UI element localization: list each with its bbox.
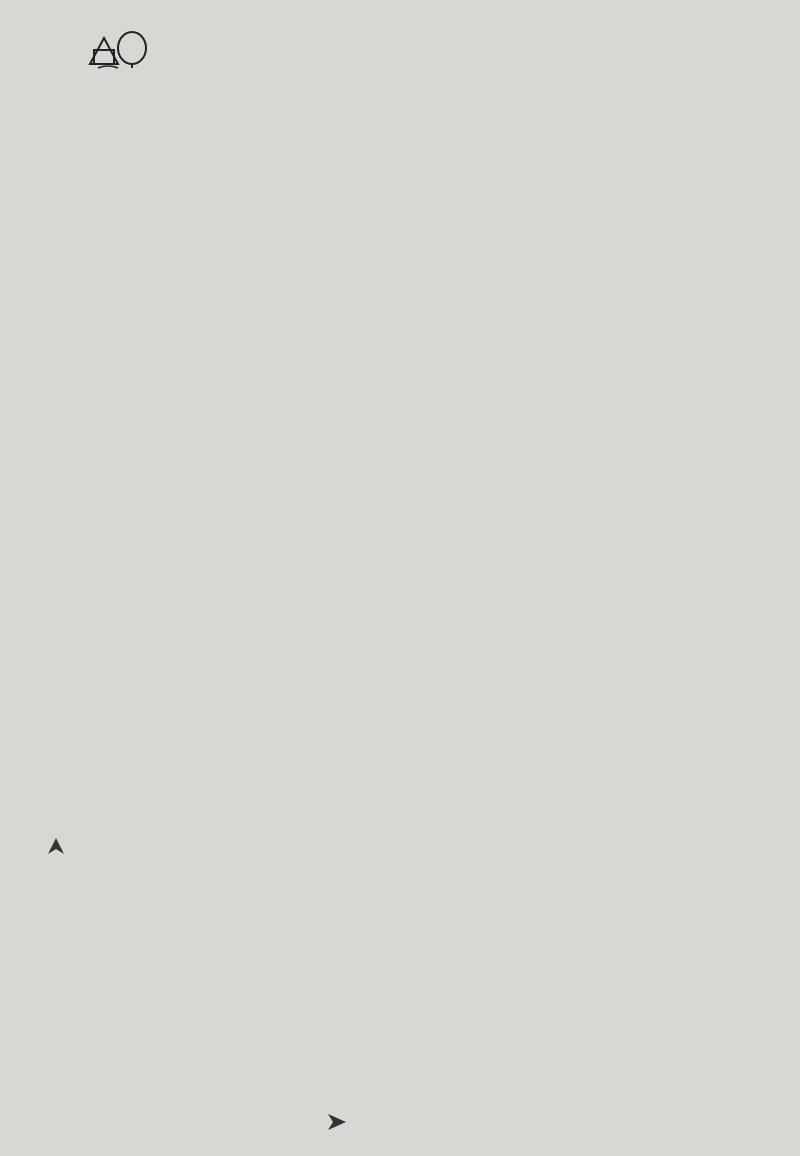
house-logo-icon: [84, 24, 156, 70]
arrow-up-icon: [46, 836, 66, 856]
arrow-right-icon: [326, 1112, 348, 1132]
